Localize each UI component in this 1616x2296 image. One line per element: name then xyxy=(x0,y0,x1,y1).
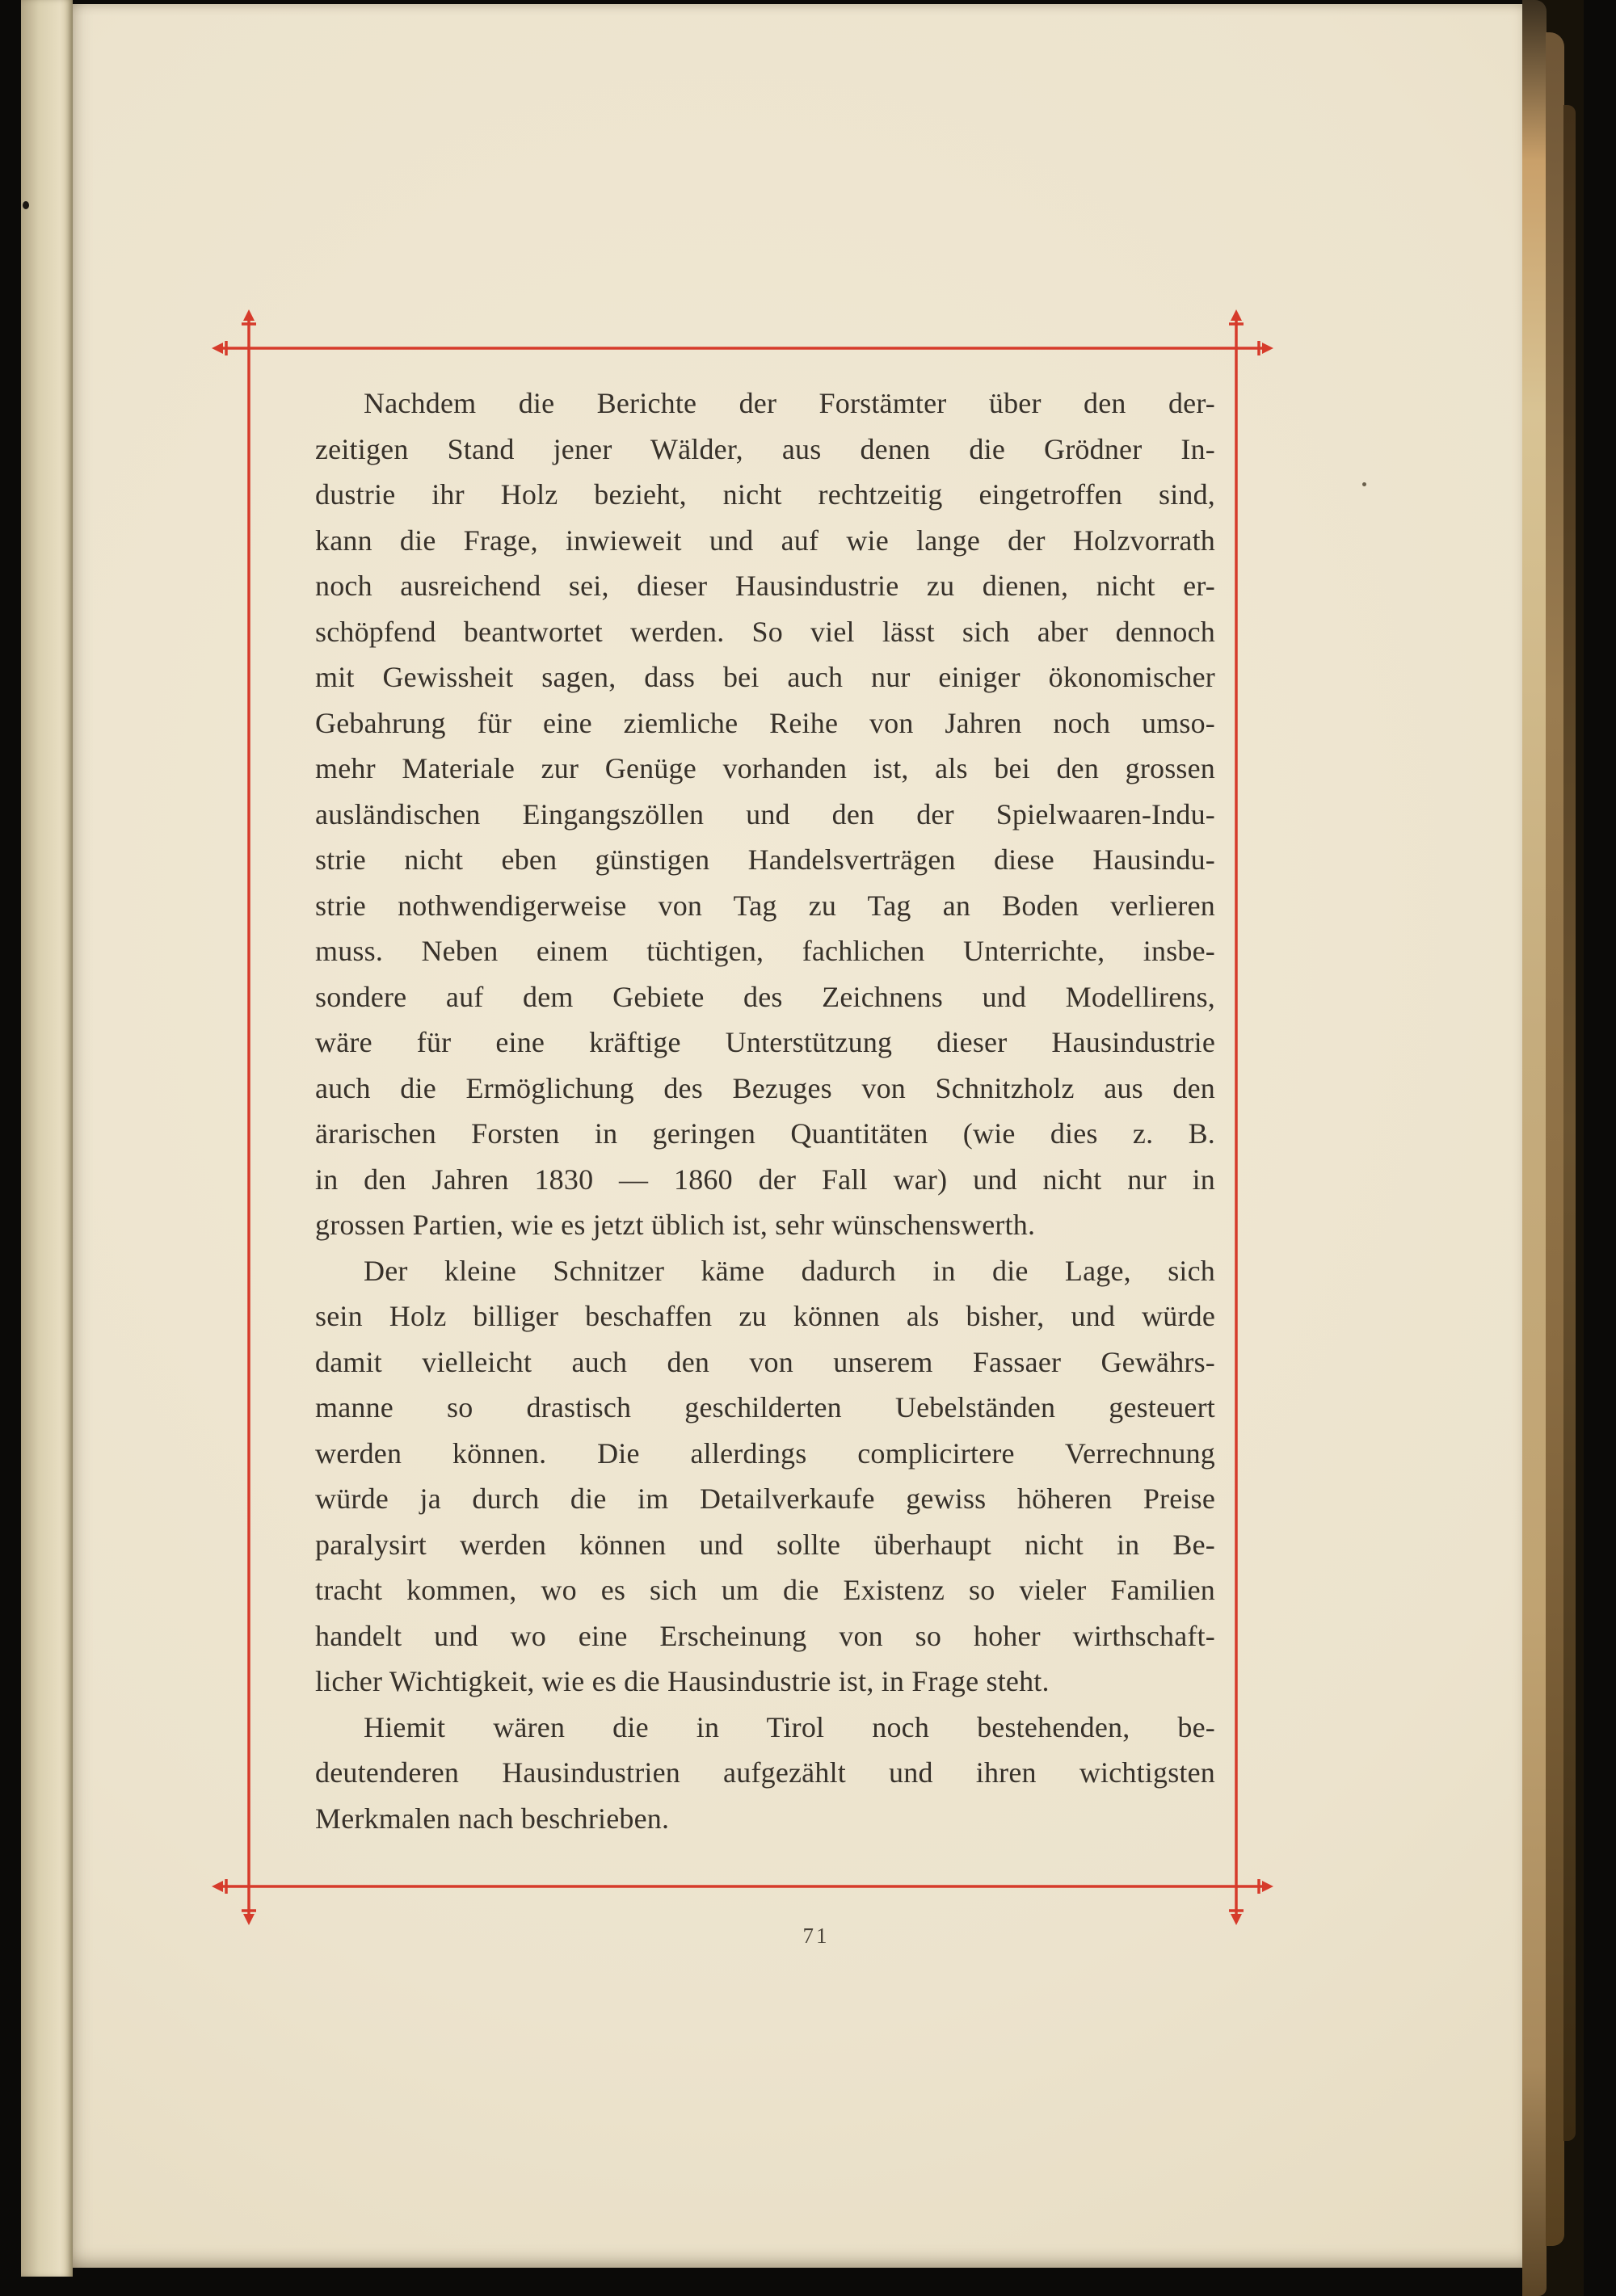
ink-speck xyxy=(1362,482,1366,486)
book-page xyxy=(73,4,1522,2268)
page-number: 71 xyxy=(802,1924,830,1948)
text-line: würde ja durch die im Detailverkaufe gewiss höheren Preise xyxy=(315,1482,1215,1515)
text-line: ärarischen Forsten in geringen Quantitäten (wie dies z. B. xyxy=(315,1117,1215,1150)
page-edge-layer xyxy=(1546,32,1564,2246)
text-line: in den Jahren 1830 — 1860 der Fall war) und nicht nur in xyxy=(315,1163,1215,1196)
text-line: mit Gewissheit sagen, dass bei auch nur einiger ökonomischer xyxy=(315,661,1215,693)
text-line: Der kleine Schnitzer käme dadurch in die Lage, sich xyxy=(364,1254,1215,1287)
text-line: Gebahrung für eine ziemliche Reihe von Jahren noch umso- xyxy=(315,706,1215,739)
text-line: auch die Ermöglichung des Bezuges von Schnitzholz aus den xyxy=(315,1071,1215,1104)
underlying-page-edge xyxy=(21,0,73,2277)
text-line: licher Wichtigkeit, wie es die Hausindustrie ist, in Frage steht. xyxy=(315,1665,1050,1697)
text-line: Nachdem die Berichte der Forstämter über den der- xyxy=(364,387,1215,419)
text-line: paralysirt werden können und sollte überhaupt nicht in Be- xyxy=(315,1528,1215,1561)
text-line: deutenderen Hausindustrien aufgezählt und ihren wichtigsten xyxy=(315,1756,1215,1789)
text-line: sein Holz billiger beschaffen zu können als bisher, und würde xyxy=(315,1300,1215,1332)
ink-speck xyxy=(23,201,29,209)
text-line: Merkmalen nach beschrieben. xyxy=(315,1802,670,1835)
text-line: strie nothwendigerweise von Tag zu Tag an Boden verlieren xyxy=(315,889,1215,922)
page-edge-stack xyxy=(1522,0,1584,2296)
text-line: wäre für eine kräftige Unterstützung dieser Hausindustrie xyxy=(315,1026,1215,1058)
text-line: werden können. Die allerdings complicirtere Verrechnung xyxy=(315,1436,1215,1470)
text-line: mehr Materiale zur Genüge vorhanden ist, als bei den grossen xyxy=(315,752,1215,784)
text-line: dustrie ihr Holz bezieht, nicht rechtzeitig eingetroffen sind, xyxy=(315,478,1215,511)
text-line: strie nicht eben günstigen Handelsverträgen diese Hausindu- xyxy=(315,843,1215,876)
page-edge-layer xyxy=(1563,105,1576,2141)
text-line: sondere auf dem Gebiete des Zeichnens und Modellirens, xyxy=(315,980,1215,1013)
text-line: Hiemit wären die in Tirol noch bestehenden, be- xyxy=(364,1710,1215,1743)
text-line: handelt und wo eine Erscheinung von so hoher wirthschaft- xyxy=(315,1619,1215,1652)
text-line: grossen Partien, wie es jetzt üblich ist, sehr wünschenswerth. xyxy=(315,1209,1036,1241)
text-block xyxy=(315,381,1215,1841)
text-line: ausländischen Eingangszöllen und den der Spielwaaren-Indu- xyxy=(315,797,1215,831)
text-line: muss. Neben einem tüchtigen, fachlichen Unterrichte, insbe- xyxy=(315,935,1215,967)
text-line: noch ausreichend sei, dieser Hausindustrie zu dienen, nicht er- xyxy=(315,570,1215,602)
text-line: schöpfend beantwortet werden. So viel lässt sich aber dennoch xyxy=(315,615,1215,648)
text-line: manne so drastisch geschilderten Uebelständen gesteuert xyxy=(315,1391,1215,1423)
text-line: damit vielleicht auch den von unserem Fassaer Gewährs- xyxy=(315,1345,1215,1378)
page-edge-layer xyxy=(1522,0,1547,2296)
text-line: kann die Frage, inwieweit und auf wie lange der Holzvorrath xyxy=(315,524,1215,557)
text-line: zeitigen Stand jener Wälder, aus denen die Grödner In- xyxy=(315,432,1215,465)
text-line: tracht kommen, wo es sich um die Existenz so vieler Familien xyxy=(315,1574,1215,1606)
